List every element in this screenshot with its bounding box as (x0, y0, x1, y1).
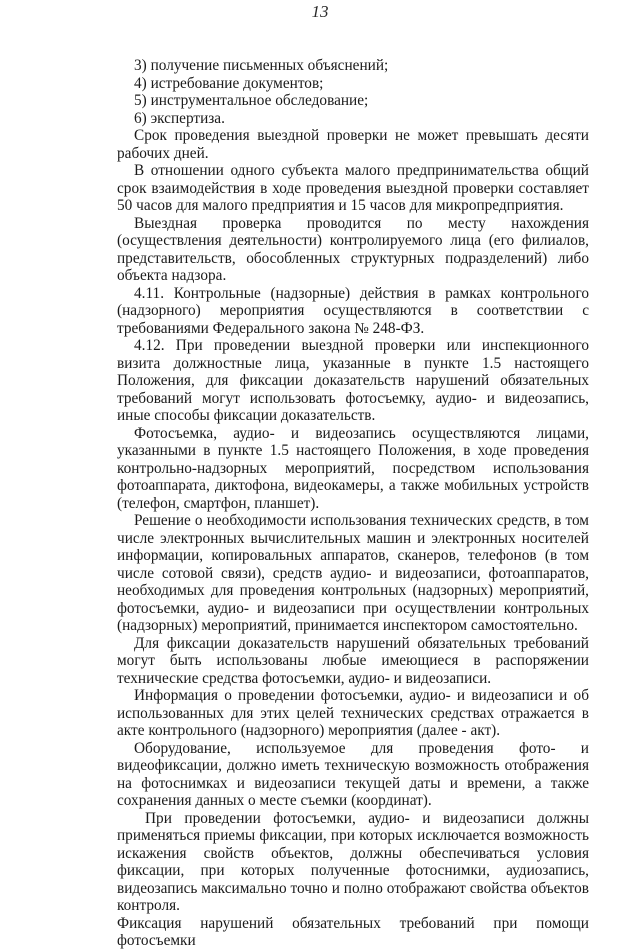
paragraph: 4.11. Контрольные (надзорные) действия в рамках контрольного (надзорного) мероприятия осуществляются в соответствии с требованиями Федерального закона № 248-ФЗ. (117, 284, 589, 337)
paragraph: Для фиксации доказательств нарушений обязательных требований могут быть использованы любые имеющиеся в распоряжении технические средства фотосъемки, аудио- и видеозаписи. (117, 634, 589, 687)
paragraph: 4.12. При проведении выездной проверки или инспекционного визита должностные лица, указанные в пункте 1.5 настоящего Положения, для фиксации доказательств нарушений обязательных требований могут использовать фотосъемку, аудио- и видеозапись, иные способы фиксации доказательств. (117, 337, 589, 424)
page-number: 13 (311, 2, 329, 21)
list-item: 6) экспертиза. (134, 109, 225, 127)
paragraph: Выездная проверка проводится по месту нахождения (осуществления деятельности) контролируемого лица (его филиалов, представительств, обособленных структурных подразделений) либо объекта надзора. (117, 214, 589, 284)
paragraph: Срок проведения выездной проверки не может превышать десяти рабочих дней. (117, 127, 589, 162)
list-item: 5) инструментальное обследование; (134, 92, 369, 109)
paragraph: Решение о необходимости использования технических средств, в том числе электронных вычислительных машин и электронных носителей информации, копировальных аппаратов, сканеров, телефонов (в том числе сотовой связи), средств аудио- и видеозаписи, фотоаппаратов, необходимых для проведения контрольных (надзорных) мероприятий, фотосъемки, аудио- и видеозаписи при осуществлении контрольных (надзорных) мероприятий, принимается инспектором самостоятельно. (117, 512, 589, 634)
paragraph: Фиксация нарушений обязательных требований при помощи фотосъемки (117, 914, 589, 949)
paragraph: Информация о проведении фотосъемки, аудио- и видеозаписи и об использованных для этих целей технических средствах отражается в акте контрольного (надзорного) мероприятия (далее - акт). (117, 687, 589, 739)
list-item: 3) получение письменных объяснений; (134, 57, 389, 74)
paragraph: В отношении одного субъекта малого предпринимательства общий срок взаимодействия в ходе проведения выездной проверки составляет 50 часов для малого предприятия и 15 часов для микропредприятия. (117, 162, 589, 214)
paragraph: При проведении фотосъемки, аудио- и видеозаписи должны применяться приемы фиксации, при которых исключается возможность искажения свойств объектов, должны обеспечиваться условия фиксации, при которых полученные фотоснимки, аудиозапись, видеозапись максимально точно и полно отображают свойства объектов контроля. (117, 809, 589, 914)
paragraph: Фотосъемка, аудио- и видеозапись осуществляются лицами, указанными в пункте 1.5 настоящего Положения, в ходе проведения контрольно-надзорных мероприятий, посредством использования фотоаппарата, диктофона, видеокамеры, а также мобильных устройств (телефон, смартфон, планшет). (117, 424, 589, 512)
paragraph: Оборудование, используемое для проведения фото- и видеофиксации, должно иметь техническую возможность отображения на фотоснимках и видеозаписи текущей даты и времени, а также сохранения данных о месте съемки (координат). (117, 739, 589, 809)
list-item: 4) истребование документов; (134, 74, 324, 92)
document-body (117, 57, 589, 950)
